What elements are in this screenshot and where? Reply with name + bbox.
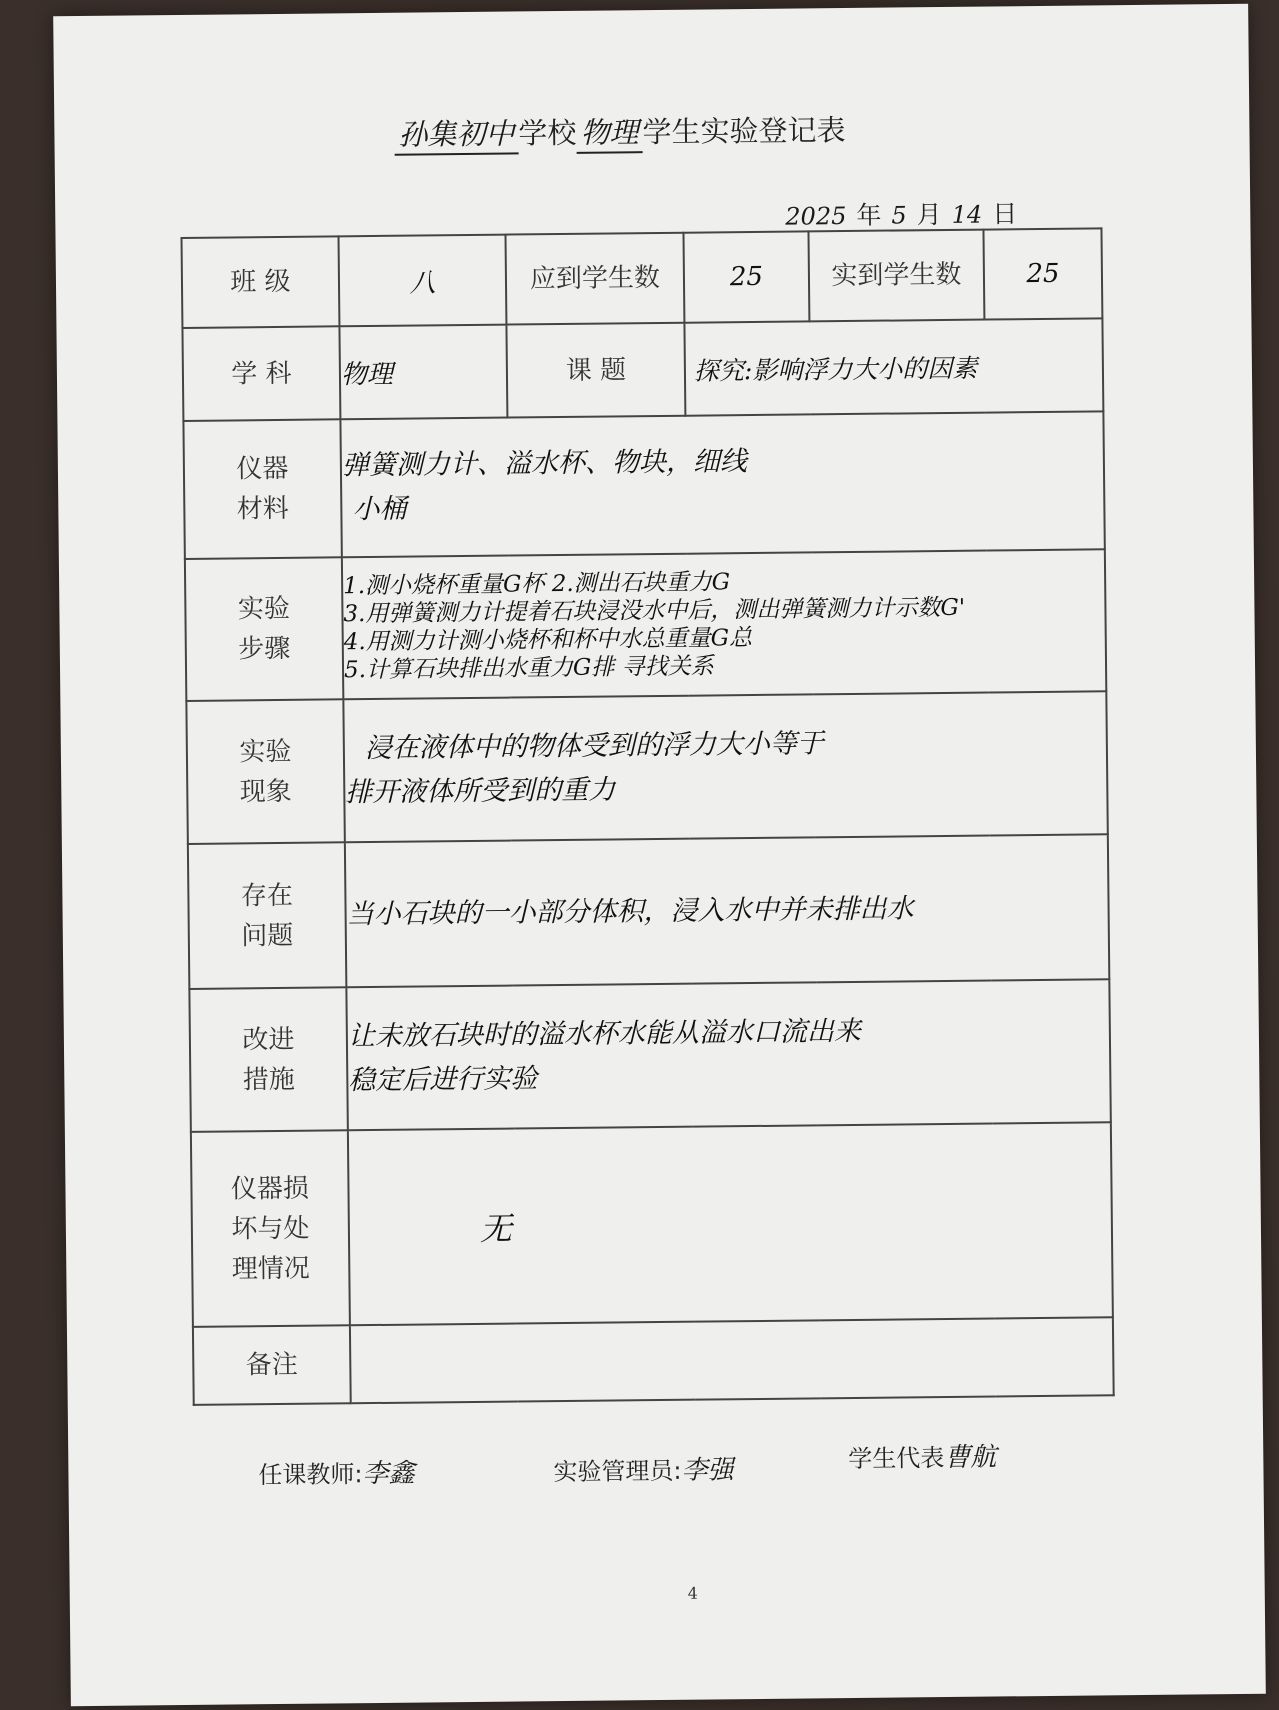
page-number: 4 <box>687 1583 699 1603</box>
improve-line: 让未放石块时的溢水杯水能从溢水口流出来 <box>347 1015 862 1052</box>
damage-label-line: 理情况 <box>231 1253 310 1285</box>
phenomena-line: 排开液体所受到的重力 <box>345 773 616 808</box>
damage-label-line: 仪器损 <box>230 1173 310 1205</box>
improve-label-line: 改进 <box>242 1024 295 1055</box>
date-day-label: 日 <box>992 199 1018 229</box>
admin-signature-block <box>553 1449 733 1488</box>
problems-line: 当小石块的一小部分体积，浸入水中并未排出水 <box>346 892 914 930</box>
remark-label: 备注 <box>193 1325 351 1405</box>
class-label: 班 级 <box>182 236 340 328</box>
heading-title: 学生实验登记表 <box>642 113 846 150</box>
paper-sheet <box>53 4 1266 1706</box>
remark-value <box>350 1317 1114 1403</box>
teacher-signature-block <box>258 1453 414 1492</box>
table-row <box>183 411 1104 559</box>
topic-label: 课 题 <box>506 323 685 418</box>
date-month: 5 <box>891 201 907 230</box>
student-label: 学生代表 <box>848 1444 945 1474</box>
date-year-label: 年 <box>856 200 882 230</box>
improve-line: 稳定后进行实验 <box>348 1062 538 1096</box>
school-label: 学校 <box>518 115 577 151</box>
problems-label-line: 存在 <box>240 880 294 911</box>
table-row <box>193 1317 1114 1405</box>
date-month-label: 月 <box>916 200 942 230</box>
table-row <box>189 979 1110 1132</box>
equipment-label-line: 材料 <box>236 493 290 525</box>
table-row <box>185 549 1106 701</box>
phenomena-line: 浸在液体中的物体受到的浮力大小等于 <box>364 727 825 764</box>
step-line: 4.用测力计测小烧杯和杯中水总重量G总 <box>343 625 753 656</box>
expected-count-label: 应到学生数 <box>505 233 684 325</box>
subject-value: 物理 <box>340 359 394 391</box>
date-year: 2025 <box>785 202 847 231</box>
problems-label-line: 问题 <box>241 920 294 951</box>
experiment-register-table <box>181 227 1115 1406</box>
steps-label-line: 步骤 <box>238 633 291 665</box>
equipment-line: 弹簧测力计、溢水杯、物块，细线 <box>341 446 748 482</box>
table-row <box>188 834 1109 989</box>
date-day: 14 <box>951 200 983 229</box>
step-line: 1.测小烧杯重量G杯 2.测出石块重力G <box>343 569 731 600</box>
table-row <box>182 228 1103 328</box>
step-line: 3.用弹簧测力计提着石块浸没水中后，测出弹簧测力计示数G' <box>343 594 966 628</box>
damage-value: 无 <box>479 1209 513 1248</box>
expected-count-value: 25 <box>729 261 764 293</box>
step-line: 5.计算石块排出水重力G排 寻找关系 <box>343 653 714 684</box>
actual-count-label: 实到学生数 <box>808 230 984 322</box>
admin-signature: 李强 <box>681 1455 734 1486</box>
teacher-signature: 李鑫 <box>362 1458 415 1490</box>
date-line <box>775 194 1017 233</box>
table-row <box>186 691 1107 844</box>
equipment-line: 小桶 <box>352 493 407 526</box>
table-row <box>182 318 1103 421</box>
admin-label: 实验管理员: <box>553 1456 682 1487</box>
school-name: 孙集初中 <box>394 111 518 155</box>
form-heading <box>394 108 845 156</box>
equipment-label-line: 仪器 <box>236 453 289 485</box>
subject-label: 学 科 <box>182 326 340 421</box>
actual-count-value: 25 <box>1026 258 1060 290</box>
steps-label-line: 实验 <box>237 593 291 625</box>
damage-label-line: 坏与处 <box>231 1213 310 1245</box>
phenomena-label-line: 现象 <box>239 776 292 807</box>
student-signature-block <box>848 1437 996 1476</box>
topic-value: 探究:影响浮力大小的因素 <box>693 353 978 386</box>
improve-label-line: 措施 <box>242 1064 295 1095</box>
table-row <box>191 1122 1113 1327</box>
heading-subject: 物理 <box>576 110 642 154</box>
class-value: 八 <box>409 267 436 299</box>
phenomena-label-line: 实验 <box>239 736 292 767</box>
student-signature: 曹航 <box>944 1442 997 1474</box>
teacher-label: 任课教师: <box>258 1460 363 1490</box>
